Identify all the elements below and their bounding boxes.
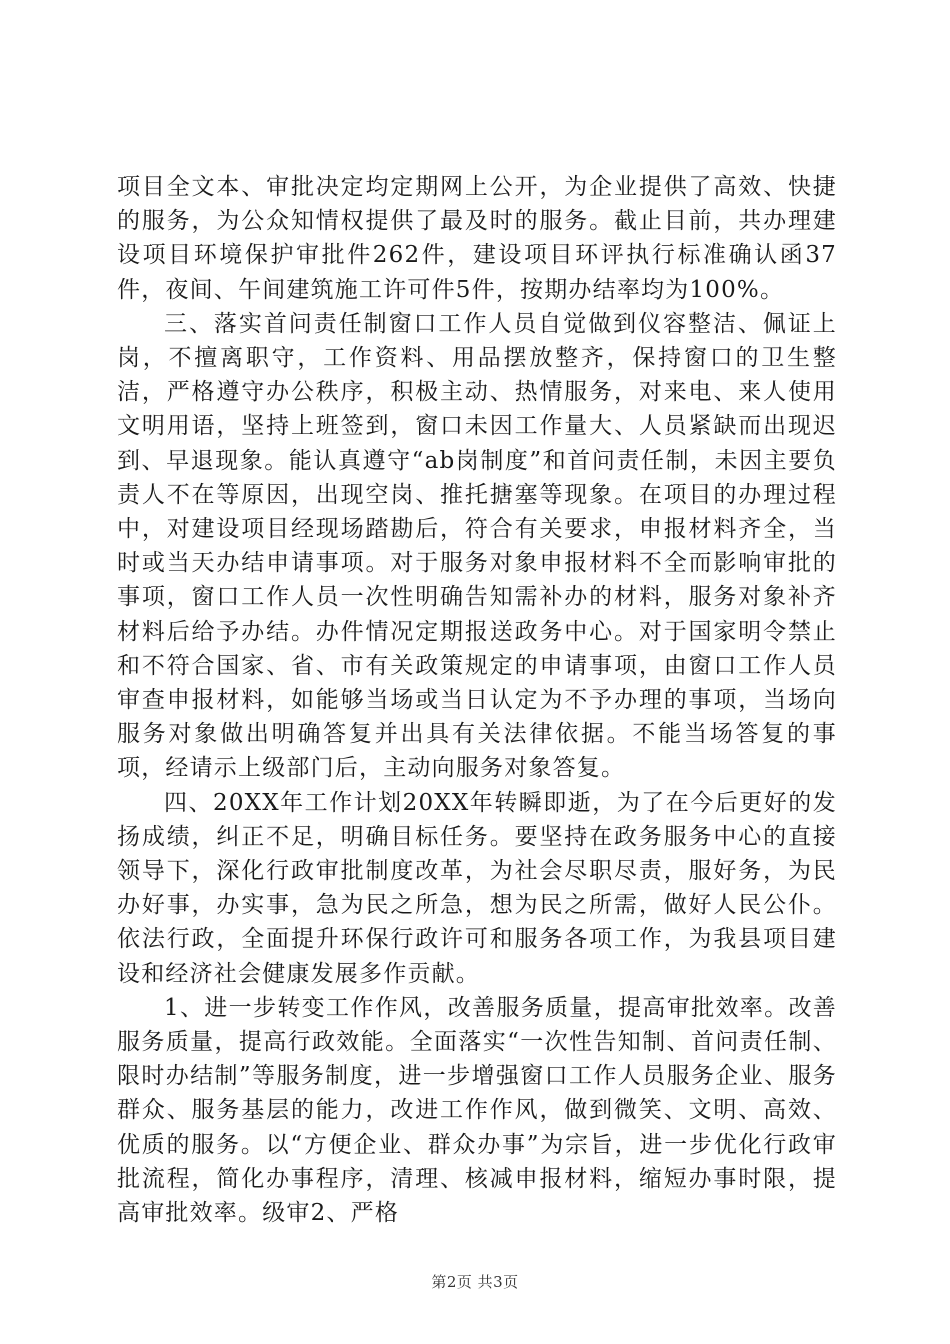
paragraph-1: 项目全文本、审批决定均定期网上公开，为企业提供了高效、快捷的服务，为公众知情权提供了最及时的服务。截止目前，共办理建设项目环境保护审批件262件，建设项目环评执行标准确认函37件，夜间、午间建筑施工许可件5件，按期办结率均为100%。 [117, 174, 837, 303]
paragraph-2: 三、落实首问责任制窗口工作人员自觉做到仪容整洁、佩证上岗，不擅离职守，工作资料、用品摆放整齐，保持窗口的卫生整洁，严格遵守办公秩序，积极主动、热情服务，对来电、来人使用文明用语，坚持上班签到，窗口未因工作量大、人员紧缺而出现迟到、早退现象。能认真遵守“ab岗制度”和首问责任制，未因主要负责人不在等原因，出现空岗、推托搪塞等现象。在项目的办理过程中，对建设项目经现场踏勘后，符合有关要求，申报材料齐全，当时或当天办结申请事项。对于服务对象申报材料不全而影响审批的事项，窗口工作人员一次性明确告知需补办的材料，服务对象补齐材料后给予办结。办件情况定期报送政务中心。对于国家明令禁止和不符合国家、省、市有关政策规定的申请事项，由窗口工作人员审查申报材料，如能够当场或当日认定为不予办理的事项，当场向服务对象做出明确答复并出具有关法律依据。不能当场答复的事项，经请示上级部门后，主动向服务对象答复。 [117, 310, 837, 782]
document-body [117, 170, 837, 1230]
page-footer: 第2页 共3页 [431, 1273, 519, 1291]
paragraph-3: 四、20XX年工作计划20XX年转瞬即逝，为了在今后更好的发扬成绩，纠正不足，明确目标任务。要坚持在政务服务中心的直接领导下，深化行政审批制度改革，为社会尽职尽责，服好务，为民办好事，办实事，急为民之所急，想为民之所需，做好人民公仆。依法行政，全面提升环保行政许可和服务各项工作，为我县项目建设和经济社会健康发展多作贡献。 [117, 789, 837, 987]
paragraph-4: 1、进一步转变工作作风，改善服务质量，提高审批效率。改善服务质量，提高行政效能。全面落实“一次性告知制、首问责任制、限时办结制”等服务制度，进一步增强窗口工作人员服务企业、服务群众、服务基层的能力，改进工作作风，做到微笑、文明、高效、优质的服务。以“方便企业、群众办事”为宗旨，进一步优化行政审批流程，简化办事程序，清理、核减申报材料，缩短办事时限，提高审批效率。级审2、严格 [117, 994, 837, 1227]
